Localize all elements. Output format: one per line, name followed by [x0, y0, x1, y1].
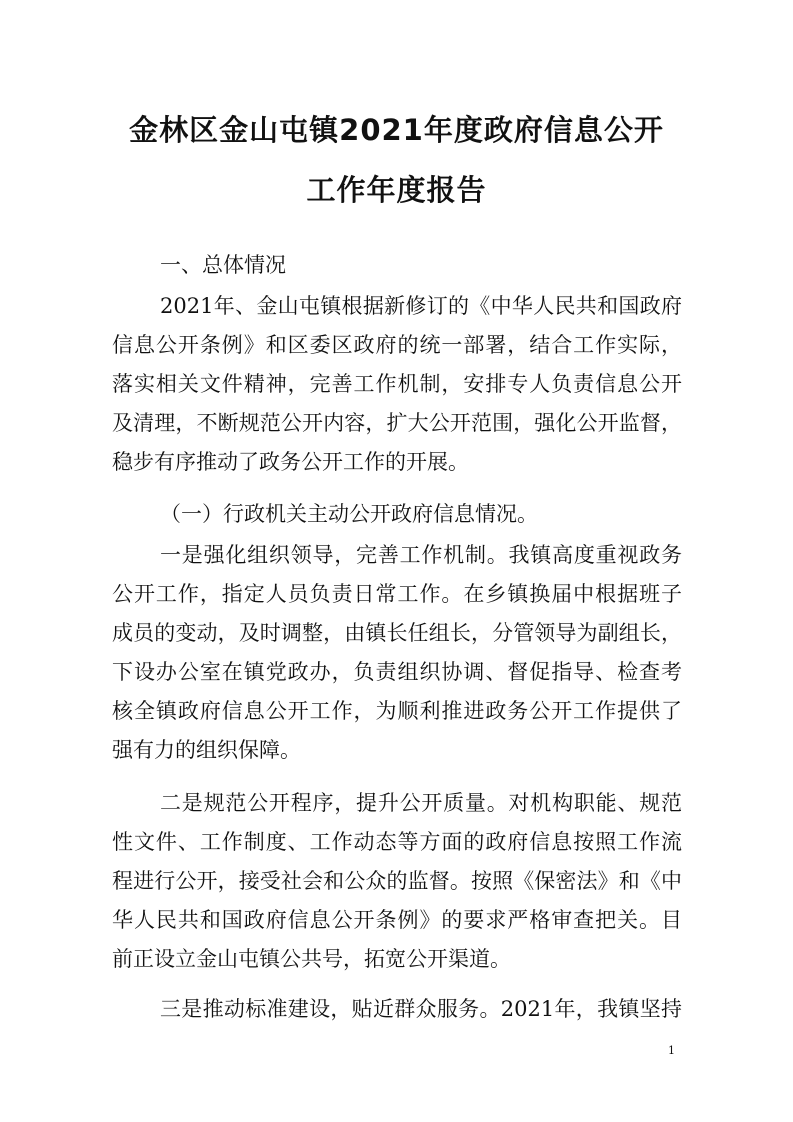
para2-line-4: 华人民共和国政府信息公开条例》的要求严格审查把关。目: [112, 908, 682, 932]
para2-line-2: 性文件、工作制度、工作动态等方面的政府信息按照工作流: [112, 830, 682, 854]
para2-line-5: 前正设立金山屯镇公共号，拓宽公开渠道。: [112, 947, 511, 971]
para1-line-2: 公开工作，指定人员负责日常工作。在乡镇换届中根据班子: [112, 582, 682, 606]
para2-line-3: 程进行公开，接受社会和公众的监督。按照《保密法》和《中: [112, 869, 682, 893]
para2-line-1: 二是规范公开程序，提升公开质量。对机构职能、规范: [160, 791, 682, 815]
intro-line-3: 落实相关文件精神，完善工作机制，安排专人负责信息公开: [112, 372, 682, 396]
section-heading-overview: 一、总体情况: [160, 253, 286, 277]
para1-line-6: 强有力的组织保障。: [112, 738, 301, 762]
para1-line-5: 核全镇政府信息公开工作，为顺利推进政务公开工作提供了: [112, 699, 682, 723]
document-title-line-1: 金林区金山屯镇2021年度政府信息公开: [129, 113, 664, 147]
intro-line-2: 信息公开条例》和区委区政府的统一部署，结合工作实际，: [112, 333, 682, 357]
document-title-line-2: 工作年度报告: [306, 173, 487, 207]
page-number: 1: [668, 1044, 675, 1057]
para1-line-4: 下设办公室在镇党政办，负责组织协调、督促指导、检查考: [112, 660, 682, 684]
para1-line-1: 一是强化组织领导，完善工作机制。我镇高度重视政务: [160, 543, 682, 567]
intro-line-5: 稳步有序推动了政务公开工作的开展。: [112, 450, 469, 474]
subsection-heading-proactive-disclosure: （一）行政机关主动公开政府信息情况。: [160, 502, 538, 526]
para1-line-3: 成员的变动，及时调整，由镇长任组长，分管领导为副组长，: [112, 621, 682, 645]
para3-line-1: 三是推动标准建设，贴近群众服务。2021年，我镇坚持: [160, 997, 682, 1021]
intro-line-1: 2021年、金山屯镇根据新修订的《中华人民共和国政府: [160, 294, 682, 318]
intro-line-4: 及清理，不断规范公开内容，扩大公开范围，强化公开监督，: [112, 411, 682, 435]
